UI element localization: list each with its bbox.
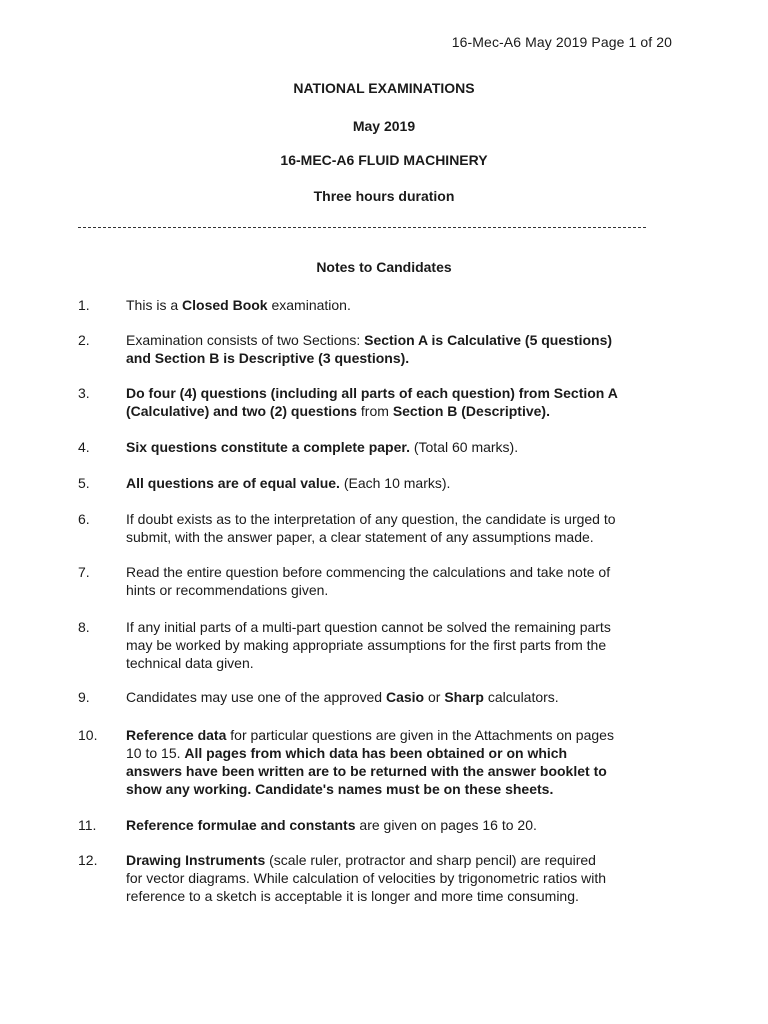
emphasis-text: and Section B is Descriptive (3 questions). — [126, 350, 410, 366]
note-number: 12. — [78, 852, 98, 868]
note-line: All questions are of equal value. (Each 10 marks). — [126, 475, 451, 491]
emphasis-text: Section A is Calculative (5 questions) — [364, 332, 613, 348]
note-line: Examination consists of two Sections: Section A is Calculative (5 questions) — [126, 332, 613, 348]
emphasis-text: answers have been written are to be returned with the answer booklet to — [126, 763, 607, 779]
note-line: submit, with the answer paper, a clear statement of any assumptions made. — [126, 529, 594, 545]
note-text — [126, 384, 666, 420]
note-number: 1. — [78, 297, 90, 313]
note-line: Reference data for particular questions are given in the Attachments on pages — [126, 727, 614, 743]
note-line — [126, 384, 666, 402]
note-line: 10 to 15. All pages from which data has been obtained or on which — [126, 745, 568, 761]
note-line: Reference formulae and constants are given on pages 16 to 20. — [126, 817, 537, 833]
note-line — [126, 762, 666, 780]
note-text — [126, 296, 666, 314]
note-line: Candidates may use one of the approved Casio or Sharp calculators. — [126, 689, 559, 705]
note-line: hints or recommendations given. — [126, 582, 329, 598]
emphasis-text: (Calculative) and two (2) questions — [126, 403, 358, 419]
note-text — [126, 851, 666, 905]
note-line: for vector diagrams. While calculation of velocities by trigonometric ratios with — [126, 870, 607, 886]
emphasis-text: All pages from which data has been obtained or on which — [184, 745, 568, 761]
note-text — [126, 563, 666, 599]
emphasis-text: Section B (Descriptive). — [392, 403, 550, 419]
note-text — [126, 688, 666, 706]
note-number: 6. — [78, 511, 90, 527]
emphasis-text: Casio — [385, 689, 425, 705]
note-line: reference to a sketch is acceptable it is longer and more time consuming. — [126, 888, 579, 904]
note-text — [126, 816, 666, 834]
exam-duration: Three hours duration — [313, 188, 455, 204]
note-text — [126, 510, 666, 546]
note-line: (Calculative) and two (2) questions from Section B (Descriptive). — [126, 403, 550, 419]
note-line: If doubt exists as to the interpretation of any question, the candidate is urged to — [126, 511, 616, 527]
note-number: 11. — [78, 817, 97, 833]
emphasis-text: Closed Book — [182, 297, 268, 313]
note-number: 8. — [78, 619, 90, 635]
emphasis-text: Six questions constitute a complete paper. — [126, 439, 410, 455]
note-line: This is a Closed Book examination. — [126, 297, 351, 313]
note-number: 4. — [78, 439, 90, 455]
emphasis-text: Drawing Instruments — [126, 852, 266, 868]
note-text — [126, 438, 666, 456]
note-text — [126, 618, 666, 672]
note-line: If any initial parts of a multi-part question cannot be solved the remaining parts — [126, 619, 611, 635]
note-line: may be worked by making appropriate assumptions for the first parts from the — [126, 637, 607, 653]
note-number: 7. — [78, 564, 90, 580]
exam-date: May 2019 — [352, 118, 416, 134]
course-title: 16-MEC-A6 FLUID MACHINERY — [280, 152, 488, 168]
note-line — [126, 349, 666, 367]
note-number: 3. — [78, 385, 90, 401]
note-text — [126, 726, 666, 798]
emphasis-text: Reference formulae and constants — [126, 817, 356, 833]
note-line: Drawing Instruments (scale ruler, protractor and sharp pencil) are required — [126, 852, 596, 868]
note-number: 9. — [78, 689, 90, 705]
note-line: Read the entire question before commencing the calculations and take note of — [126, 564, 611, 580]
notes-heading: Notes to Candidates — [316, 259, 452, 275]
exam-body-title: NATIONAL EXAMINATIONS — [293, 80, 475, 96]
note-number: 2. — [78, 332, 90, 348]
note-number: 10. — [78, 727, 98, 743]
dashed-divider — [78, 227, 646, 228]
emphasis-text: Reference data — [126, 727, 227, 743]
emphasis-text: Sharp — [444, 689, 484, 705]
emphasis-text: All questions are of equal value. — [126, 475, 340, 491]
note-line: technical data given. — [126, 655, 254, 671]
note-text — [126, 474, 666, 492]
note-line: Six questions constitute a complete paper. (Total 60 marks). — [126, 439, 519, 455]
note-text — [126, 331, 666, 367]
emphasis-text: show any working. Candidate's names must be on these sheets. — [126, 781, 554, 797]
note-line — [126, 780, 666, 798]
note-number: 5. — [78, 475, 90, 491]
emphasis-text: Do four (4) questions (including all parts of each question) from Section A — [126, 385, 618, 401]
page-header-reference: 16-Mec-A6 May 2019 Page 1 of 20 — [451, 34, 672, 50]
